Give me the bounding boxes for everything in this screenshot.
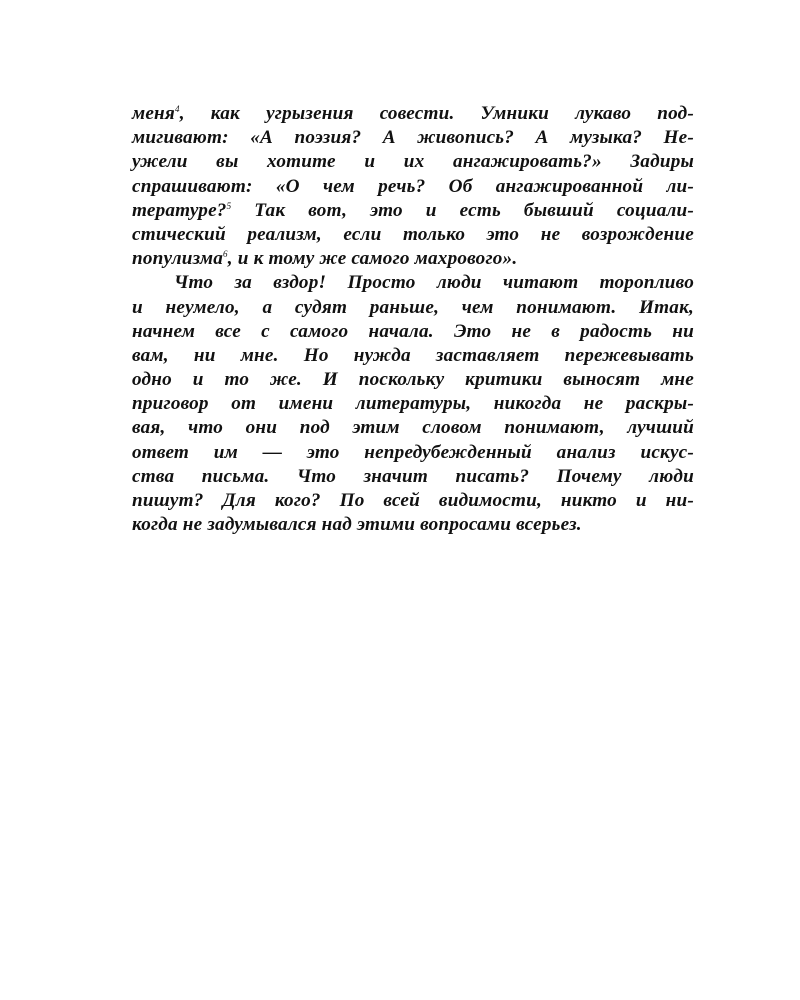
- text-segment: , и к тому же самого махрового».: [227, 248, 518, 270]
- text-segment: спрашивают: «О чем речь? Об ангажированной ли-: [132, 175, 694, 197]
- text-segment: одно и то же. И поскольку критики выносят мне: [132, 369, 694, 391]
- text-line: [132, 441, 694, 465]
- text-segment: , как угрызения совести. Умники лукаво под-: [179, 103, 694, 124]
- body-text: [132, 102, 694, 537]
- text-line: [132, 489, 694, 513]
- text-segment: и неумело, а судят раньше, чем понимают. Итак,: [132, 296, 694, 318]
- text-line: [132, 392, 694, 416]
- text-line: [132, 296, 694, 320]
- text-segment: стический реализм, если только это не возрождение: [132, 223, 694, 245]
- text-segment: меня: [132, 103, 175, 124]
- text-segment: начнем все с самого начала. Это не в радость ни: [132, 320, 694, 342]
- text-segment: ужели вы хотите и их ангажировать?» Задиры: [132, 151, 694, 173]
- text-segment: вая, что они под этим словом понимают, лучший: [132, 417, 694, 439]
- text-line: [132, 368, 694, 392]
- text-segment: приговор от имени литературы, никогда не раскры-: [132, 393, 694, 415]
- text-line: [132, 199, 694, 223]
- text-line: [132, 344, 694, 368]
- text-segment: ства письма. Что значит писать? Почему люди: [132, 465, 694, 487]
- text-segment: Что за вздор! Просто люди читают торопливо: [174, 272, 694, 294]
- text-line: [132, 271, 694, 295]
- text-segment: мигивают: «А поэзия? А живопись? А музыка? Не-: [132, 127, 694, 149]
- text-line: [132, 320, 694, 344]
- text-line: [132, 102, 694, 126]
- footnote-marker[interactable]: 5: [226, 200, 232, 211]
- text-segment: ответ им — это непредубежденный анализ искус-: [132, 441, 694, 463]
- text-segment: тературе?: [132, 199, 227, 221]
- text-line: [132, 150, 694, 174]
- footnote-marker[interactable]: 4: [175, 104, 180, 114]
- text-line: [132, 465, 694, 489]
- footnote-marker[interactable]: 6: [223, 249, 228, 260]
- text-line: [132, 247, 694, 271]
- text-line: [132, 416, 694, 440]
- text-line: [132, 513, 694, 537]
- text-segment: пишут? Для кого? По всей видимости, никто и ни-: [132, 490, 694, 511]
- text-line: [132, 223, 694, 247]
- text-line: [132, 126, 694, 150]
- text-segment: когда не задумывался над этими вопросами всерьез.: [132, 514, 582, 536]
- text-segment: вам, ни мне. Но нужда заставляет пережевывать: [132, 344, 694, 366]
- text-segment: Так вот, это и есть бывший социали-: [231, 199, 694, 221]
- text-line: [132, 175, 694, 199]
- text-segment: популизма: [132, 248, 224, 270]
